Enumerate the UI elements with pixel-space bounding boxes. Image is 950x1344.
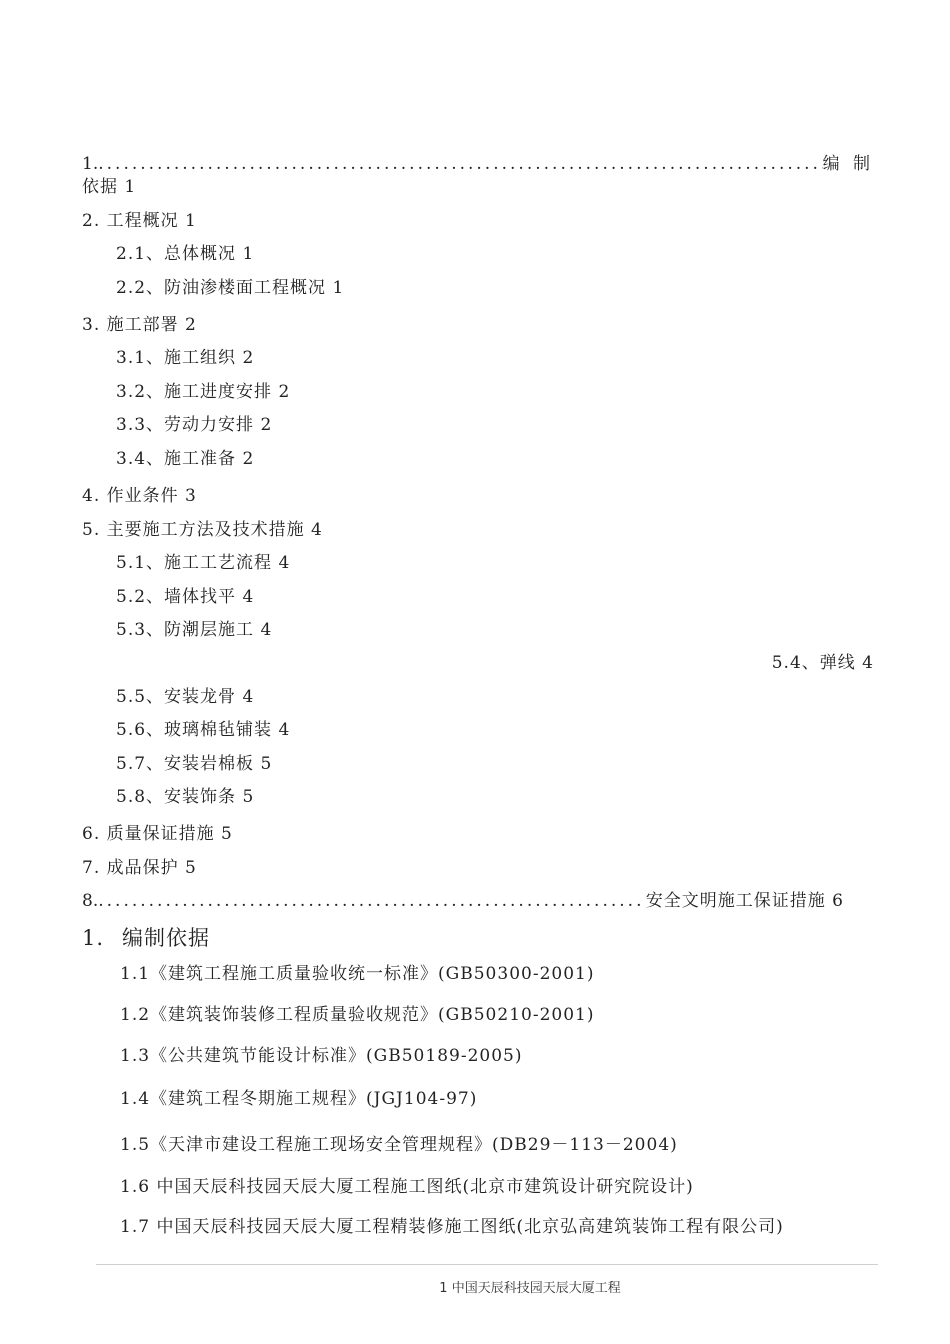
toc-item-5-5: 5.5、安装龙骨 4 — [116, 687, 255, 707]
toc-item-2-2: 2.2、防油渗楼面工程概况 1 — [116, 278, 345, 298]
toc-item-7: 7. 成品保护 5 — [82, 858, 197, 878]
toc-item-3-4: 3.4、施工准备 2 — [116, 449, 255, 469]
toc-item-3-3: 3.3、劳动力安排 2 — [116, 415, 273, 435]
reference-item: 1.6 中国天辰科技园天辰大厦工程施工图纸(北京市建筑设计研究院设计) — [120, 1177, 694, 1197]
toc-item-1-number: 1. — [82, 154, 99, 174]
section-number: 1. — [82, 926, 105, 950]
toc-item-8-tail: 安全文明施工保证措施 6 — [645, 891, 844, 911]
toc-item-3-2: 3.2、施工进度安排 2 — [116, 382, 291, 402]
toc-item-1-wrap: 依据 1 — [82, 177, 137, 197]
toc-item-3-1: 3.1、施工组织 2 — [116, 348, 255, 368]
toc-item-5-8: 5.8、安装饰条 5 — [116, 787, 255, 807]
toc-item-1-tail: 编 制 — [822, 154, 874, 174]
page-footer — [0, 1277, 950, 1296]
reference-item: 1.1《建筑工程施工质量验收统一标准》(GB50300-2001) — [120, 964, 595, 984]
toc-item-5-1: 5.1、施工工艺流程 4 — [116, 553, 291, 573]
reference-item: 1.5《天津市建设工程施工现场安全管理规程》(DB29－113－2004) — [120, 1135, 678, 1155]
toc-item-2-1: 2.1、总体概况 1 — [116, 244, 255, 264]
footer-divider — [96, 1264, 878, 1265]
toc-item-2: 2. 工程概况 1 — [82, 211, 197, 231]
toc-item-5-7: 5.7、安装岩棉板 5 — [116, 754, 273, 774]
footer-title: 中国天辰科技园天辰大厦工程 — [451, 1281, 621, 1296]
toc-item-5-2: 5.2、墙体找平 4 — [116, 587, 255, 607]
reference-item: 1.4《建筑工程冬期施工规程》(JGJ104-97) — [120, 1089, 478, 1109]
toc-item-6: 6. 质量保证措施 5 — [82, 824, 233, 844]
toc-leader-dots — [98, 890, 646, 912]
reference-item: 1.2《建筑装饰装修工程质量验收规范》(GB50210-2001) — [120, 1005, 595, 1025]
section-title: 编制依据 — [122, 926, 211, 950]
toc-item-5: 5. 主要施工方法及技术措施 4 — [82, 520, 323, 540]
toc-item-5-6: 5.6、玻璃棉毡铺装 4 — [116, 720, 291, 740]
toc-item-8 — [82, 890, 844, 912]
toc-item-3: 3. 施工部署 2 — [82, 315, 197, 335]
toc-item-8-number: 8. — [82, 891, 99, 911]
toc-leader-dots — [98, 153, 822, 175]
page-number: 1 — [439, 1281, 448, 1296]
toc-item-5-4: 5.4、弹线 4 — [771, 653, 874, 673]
reference-item: 1.7 中国天辰科技园天辰大厦工程精装修施工图纸(北京弘高建筑装饰工程有限公司) — [120, 1217, 784, 1237]
reference-item: 1.3《公共建筑节能设计标准》(GB50189-2005) — [120, 1046, 523, 1066]
toc-item-4: 4. 作业条件 3 — [82, 486, 197, 506]
section-heading — [82, 924, 210, 952]
toc-item-5-3: 5.3、防潮层施工 4 — [116, 620, 273, 640]
toc-item-1 — [82, 153, 874, 175]
